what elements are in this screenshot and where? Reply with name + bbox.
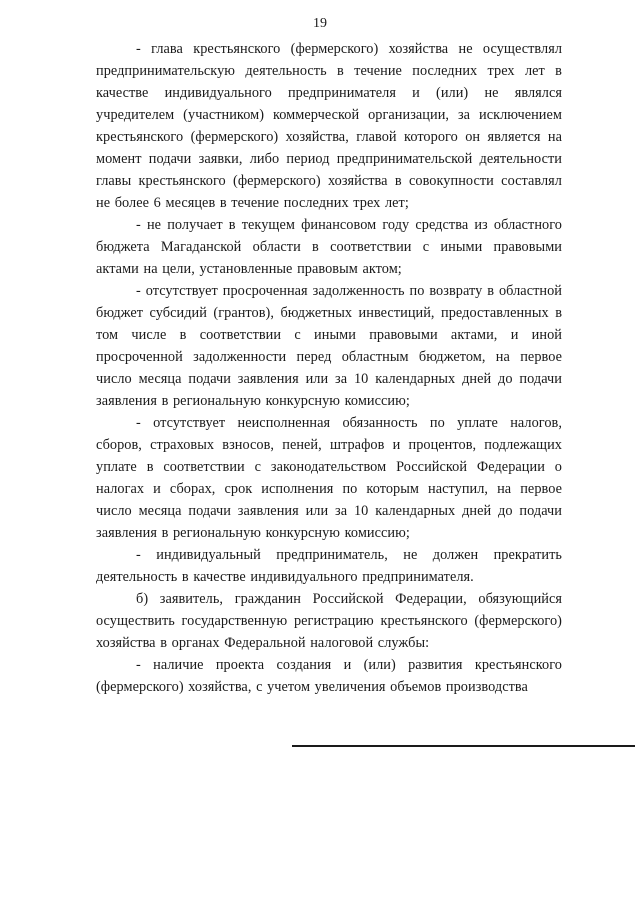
page-number: 19 <box>313 16 327 31</box>
footer-rule <box>292 745 635 747</box>
document-body <box>96 38 562 698</box>
paragraph-no-regional-funds: - не получает в текущем финансовом году средства из областного бюджета Магаданской области в соответствии с иными правовыми актами на цели, установленные правовым актом; <box>96 217 562 277</box>
paragraph-applicant-citizen: б) заявитель, гражданин Российской Федерации, обязующийся осуществить государственную регистрацию крестьянского (фермерского) хозяйства в органах Федеральной налоговой службы: <box>96 591 562 651</box>
paragraph-project-requirement: - наличие проекта создания и (или) развития крестьянского (фермерского) хозяйства, с учетом увеличения объемов производства <box>96 657 562 695</box>
paragraph-entrepreneur-continuity: - индивидуальный предприниматель, не должен прекратить деятельность в качестве индивидуального предпринимателя. <box>96 547 562 585</box>
paragraph-farm-head-activity: - глава крестьянского (фермерского) хозяйства не осуществлял предпринимательскую деятельность в течение последних трех лет в качестве индивидуального предпринимателя и (или) не являлся учредителем (участником) коммерческой организации, за исключением крестьянского (фермерского) хозяйства, главой которого он является на момент подачи заявки, либо период предпринимательской деятельности главы крестьянского (фермерского) хозяйства в совокупности составлял не более 6 месяцев в течение последних трех лет; <box>96 41 562 211</box>
paragraph-no-overdue-debt: - отсутствует просроченная задолженность по возврату в областной бюджет субсидий (грантов), бюджетных инвестиций, предоставленных в том числе в соответствии с иными правовыми актами, и иной просроченной задолженности перед областным бюджетом, на первое число месяца подачи заявления или за 10 календарных дней до подачи заявления в региональную конкурсную комиссию; <box>96 283 562 409</box>
paragraph-no-tax-arrears: - отсутствует неисполненная обязанность по уплате налогов, сборов, страховых взносов, пеней, штрафов и процентов, подлежащих уплате в соответствии с законодательством Российской Федерации о налогах и сборах, срок исполнения по которым наступил, на первое число месяца подачи заявления или за 10 календарных дней до подачи заявления в региональную конкурсную комиссию; <box>96 415 562 541</box>
